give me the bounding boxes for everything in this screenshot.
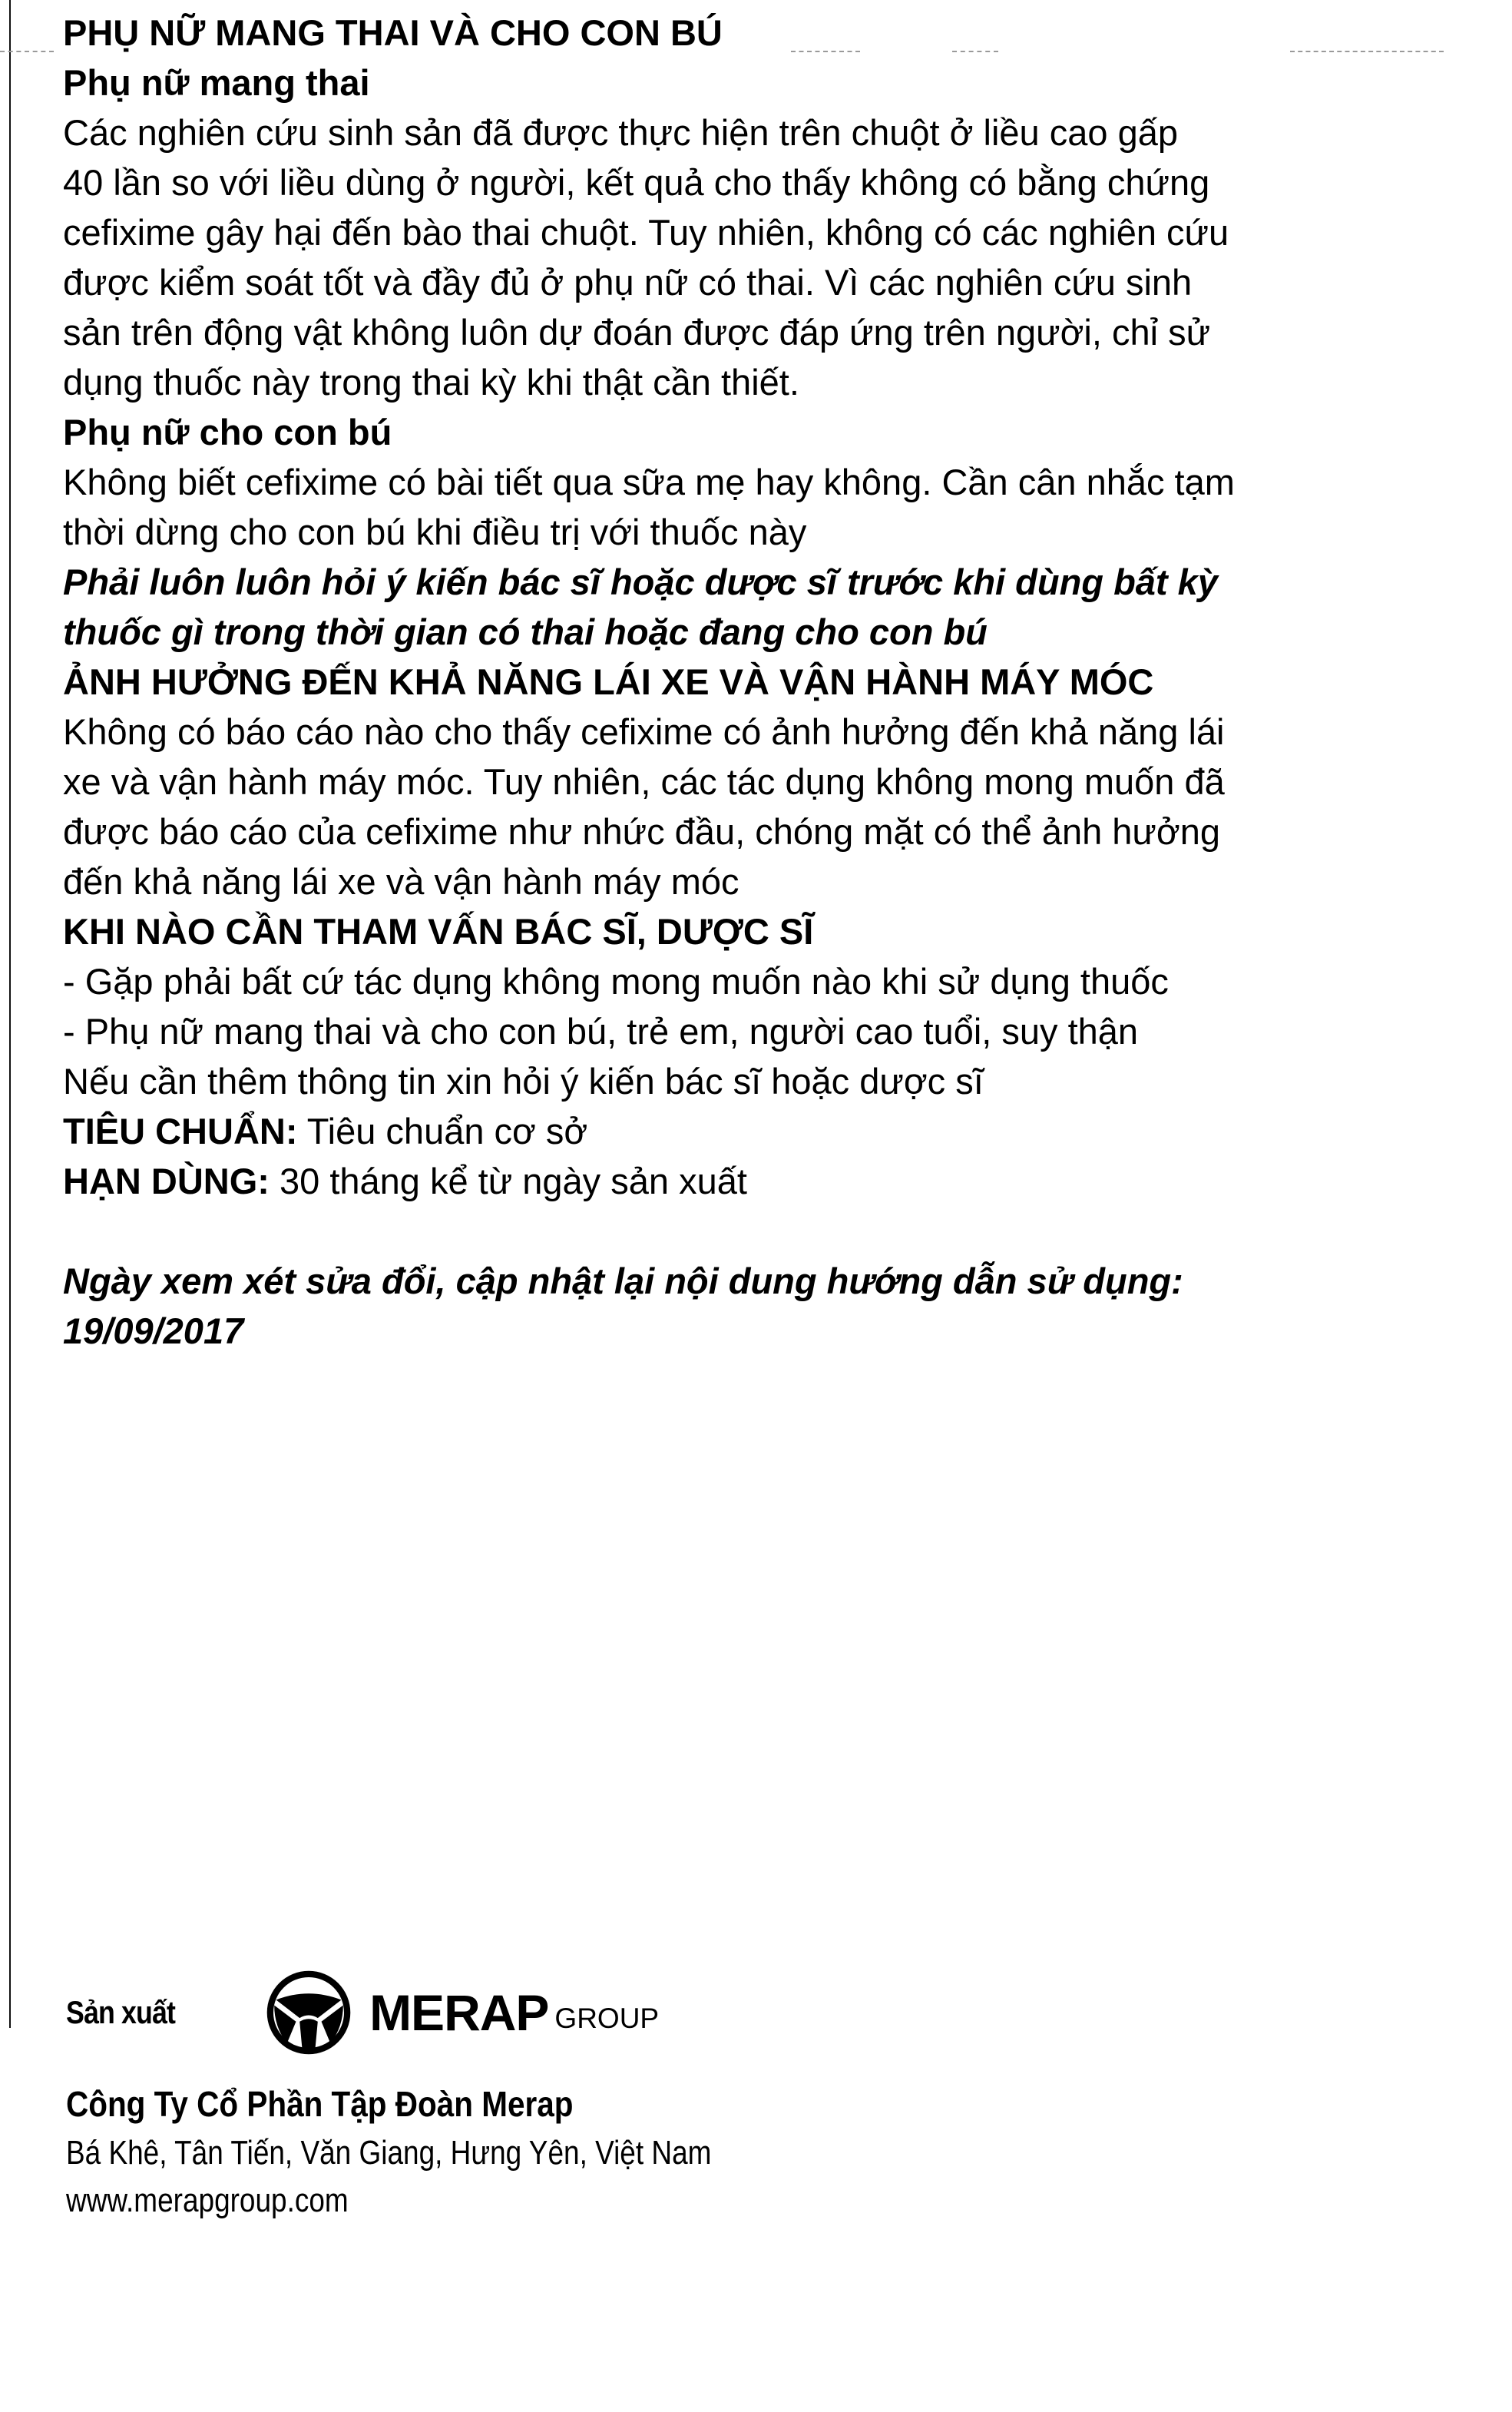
paragraph-line: Không có báo cáo nào cho thấy cefixime có ảnh hưởng đến khả năng lái — [63, 711, 1225, 752]
driving-heading: ẢNH HƯỞNG ĐẾN KHẢ NĂNG LÁI XE VÀ VẬN HÀNH MÁY MÓC — [63, 661, 1154, 702]
paragraph-line: thời dừng cho con bú khi điều trị với thuốc này — [63, 512, 807, 552]
list-item: - Gặp phải bất cứ tác dụng không mong muốn nào khi sử dụng thuốc — [63, 961, 1169, 1002]
paragraph-line: xe và vận hành máy móc. Tuy nhiên, các tác dụng không mong muốn đã — [63, 761, 1225, 802]
paragraph-line: sản trên động vật không luôn dự đoán được đáp ứng trên người, chỉ sử — [63, 312, 1211, 353]
pregnant-subheading: Phụ nữ mang thai — [63, 62, 370, 103]
consult-heading: KHI NÀO CẦN THAM VẤN BÁC SĨ, DƯỢC SĨ — [63, 911, 814, 952]
expiry-row — [63, 1156, 1384, 1206]
company-address: Bá Khê, Tân Tiến, Văn Giang, Hưng Yên, Việt Nam — [66, 2134, 712, 2172]
company-website: www.merapgroup.com — [66, 2182, 349, 2219]
manufacturer-label: Sản xuất — [66, 1994, 176, 2030]
paragraph-line: Nếu cần thêm thông tin xin hỏi ý kiến bác sĩ hoặc dược sĩ — [63, 1061, 984, 1102]
paragraph-line: Không biết cefixime có bài tiết qua sữa mẹ hay không. Cần cân nhắc tạm — [63, 462, 1235, 502]
leaflet-body — [63, 8, 1384, 1356]
paragraph-line: Các nghiên cứu sinh sản đã được thực hiện trên chuột ở liều cao gấp — [63, 112, 1178, 153]
merap-logo-icon — [263, 1967, 354, 2058]
logo-brand: MERAP — [369, 1984, 549, 2041]
paragraph-line: được kiểm soát tốt và đầy đủ ở phụ nữ có thai. Vì các nghiên cứu sinh — [63, 262, 1193, 303]
paragraph-line: cefixime gây hại đến bào thai chuột. Tuy nhiên, không có các nghiên cứu — [63, 212, 1229, 253]
paragraph-line: 40 lần so với liều dùng ở người, kết quả cho thấy không có bằng chứng — [63, 162, 1210, 203]
spacer — [63, 1206, 1384, 1256]
divider — [0, 51, 54, 52]
advice-line: thuốc gì trong thời gian có thai hoặc đang cho con bú — [63, 611, 988, 652]
expiry-value: 30 tháng kể từ ngày sản xuất — [269, 1161, 747, 1201]
revision-date: 19/09/2017 — [63, 1310, 244, 1351]
standard-value: Tiêu chuẩn cơ sở — [297, 1111, 588, 1151]
company-name: Công Ty Cổ Phần Tập Đoàn Merap — [66, 2084, 574, 2124]
standard-row — [63, 1106, 1384, 1156]
manufacturer-footer — [66, 1959, 835, 2220]
expiry-label: HẠN DÙNG: — [63, 1161, 270, 1201]
page-edge-line — [9, 0, 11, 2028]
lactating-subheading: Phụ nữ cho con bú — [63, 412, 392, 452]
standard-label: TIÊU CHUẨN: — [63, 1111, 298, 1151]
advice-line: Phải luôn luôn hỏi ý kiến bác sĩ hoặc dược sĩ trước khi dùng bất kỳ — [63, 562, 1218, 602]
logo-group: GROUP — [554, 2003, 660, 2034]
paragraph-line: dụng thuốc này trong thai kỳ khi thật cần thiết. — [63, 362, 799, 403]
list-item: - Phụ nữ mang thai và cho con bú, trẻ em, người cao tuổi, suy thận — [63, 1011, 1139, 1052]
paragraph-line: được báo cáo của cefixime như nhức đầu, chóng mặt có thể ảnh hưởng — [63, 811, 1220, 852]
paragraph-line: đến khả năng lái xe và vận hành máy móc — [63, 861, 739, 902]
pregnancy-heading: PHỤ NỮ MANG THAI VÀ CHO CON BÚ — [63, 12, 723, 53]
manufacturer-row — [66, 1959, 835, 2066]
revision-line: Ngày xem xét sửa đổi, cập nhật lại nội dung hướng dẫn sử dụng: — [63, 1261, 1183, 1301]
